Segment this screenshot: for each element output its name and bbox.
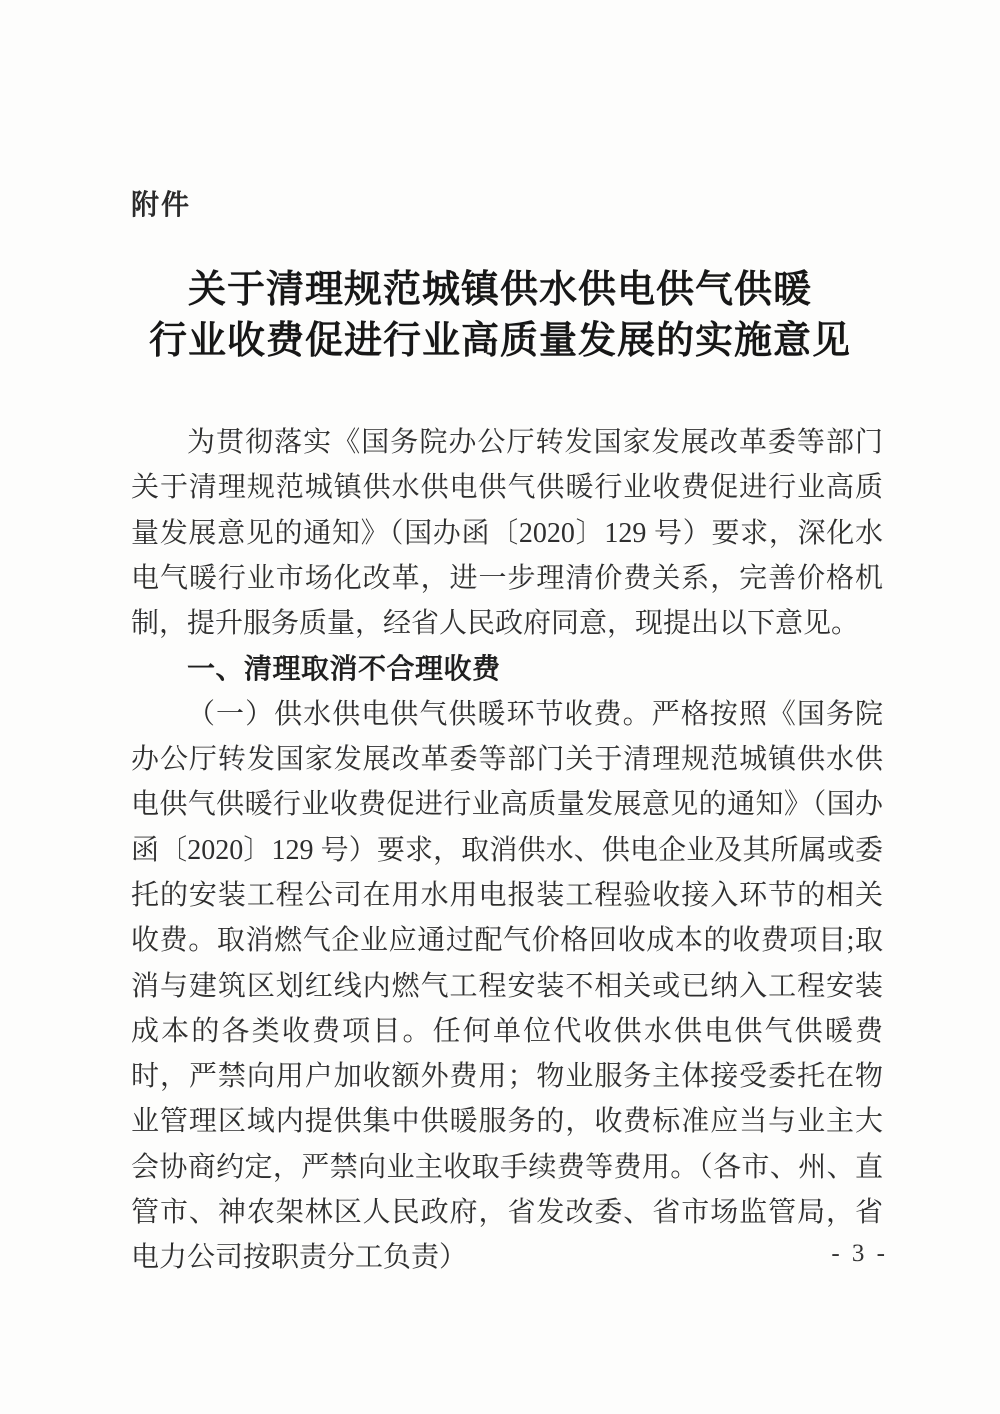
section-1-heading: 一、清理取消不合理收费 [187, 653, 501, 685]
title-line-1: 关于清理规范城镇供水供电供气供暖 [187, 269, 812, 311]
attachment-label: 附件 [131, 189, 192, 220]
section-1-item-1-paragraph: （一）供水供电供气供暖环节收费。严格按照《国务院办公厅转发国家发展改革委等部门关于清理规范城镇供水供电供气供暖行业收费促进行业高质量发展意见的通知》（国办函〔2020〕129 号）要求，取消供水、供电企业及其所属或委托的安装工程公司在用水用电报装工程验收接入环节的相关收费。取消燃气企业应通过配气价格回收成本的收费项目;取消与建筑区划红线内燃气工程安装不相关或已纳入工程安装成本的各类收费项目。任何单位代收供水供电供气供暖费时，严禁向用户加收额外费用；物业服务主体接受委托在物业管理区域内提供集中供暖服务的，收费标准应当与业主大会协商约定，严禁向业主收取手续费等费用。（各市、州、直管市、神农架林区人民政府，省发改委、省市场监管局，省电力公司按职责分工负责） [131, 698, 883, 1274]
intro-paragraph: 为贯彻落实《国务院办公厅转发国家发展改革委等部门关于清理规范城镇供水供电供气供暖行业收费促进行业高质量发展意见的通知》（国办函〔2020〕129 号）要求，深化水电气暖行业市场化改革，进一步理清价费关系，完善价格机制，提升服务质量，经省人民政府同意，现提出以下意见。 [131, 427, 883, 640]
title-line-2: 行业收费促进行业高质量发展的实施意见 [148, 320, 851, 362]
document-title [0, 265, 1000, 367]
document-body [131, 420, 883, 1281]
page-number: - 3 - [831, 1240, 888, 1267]
